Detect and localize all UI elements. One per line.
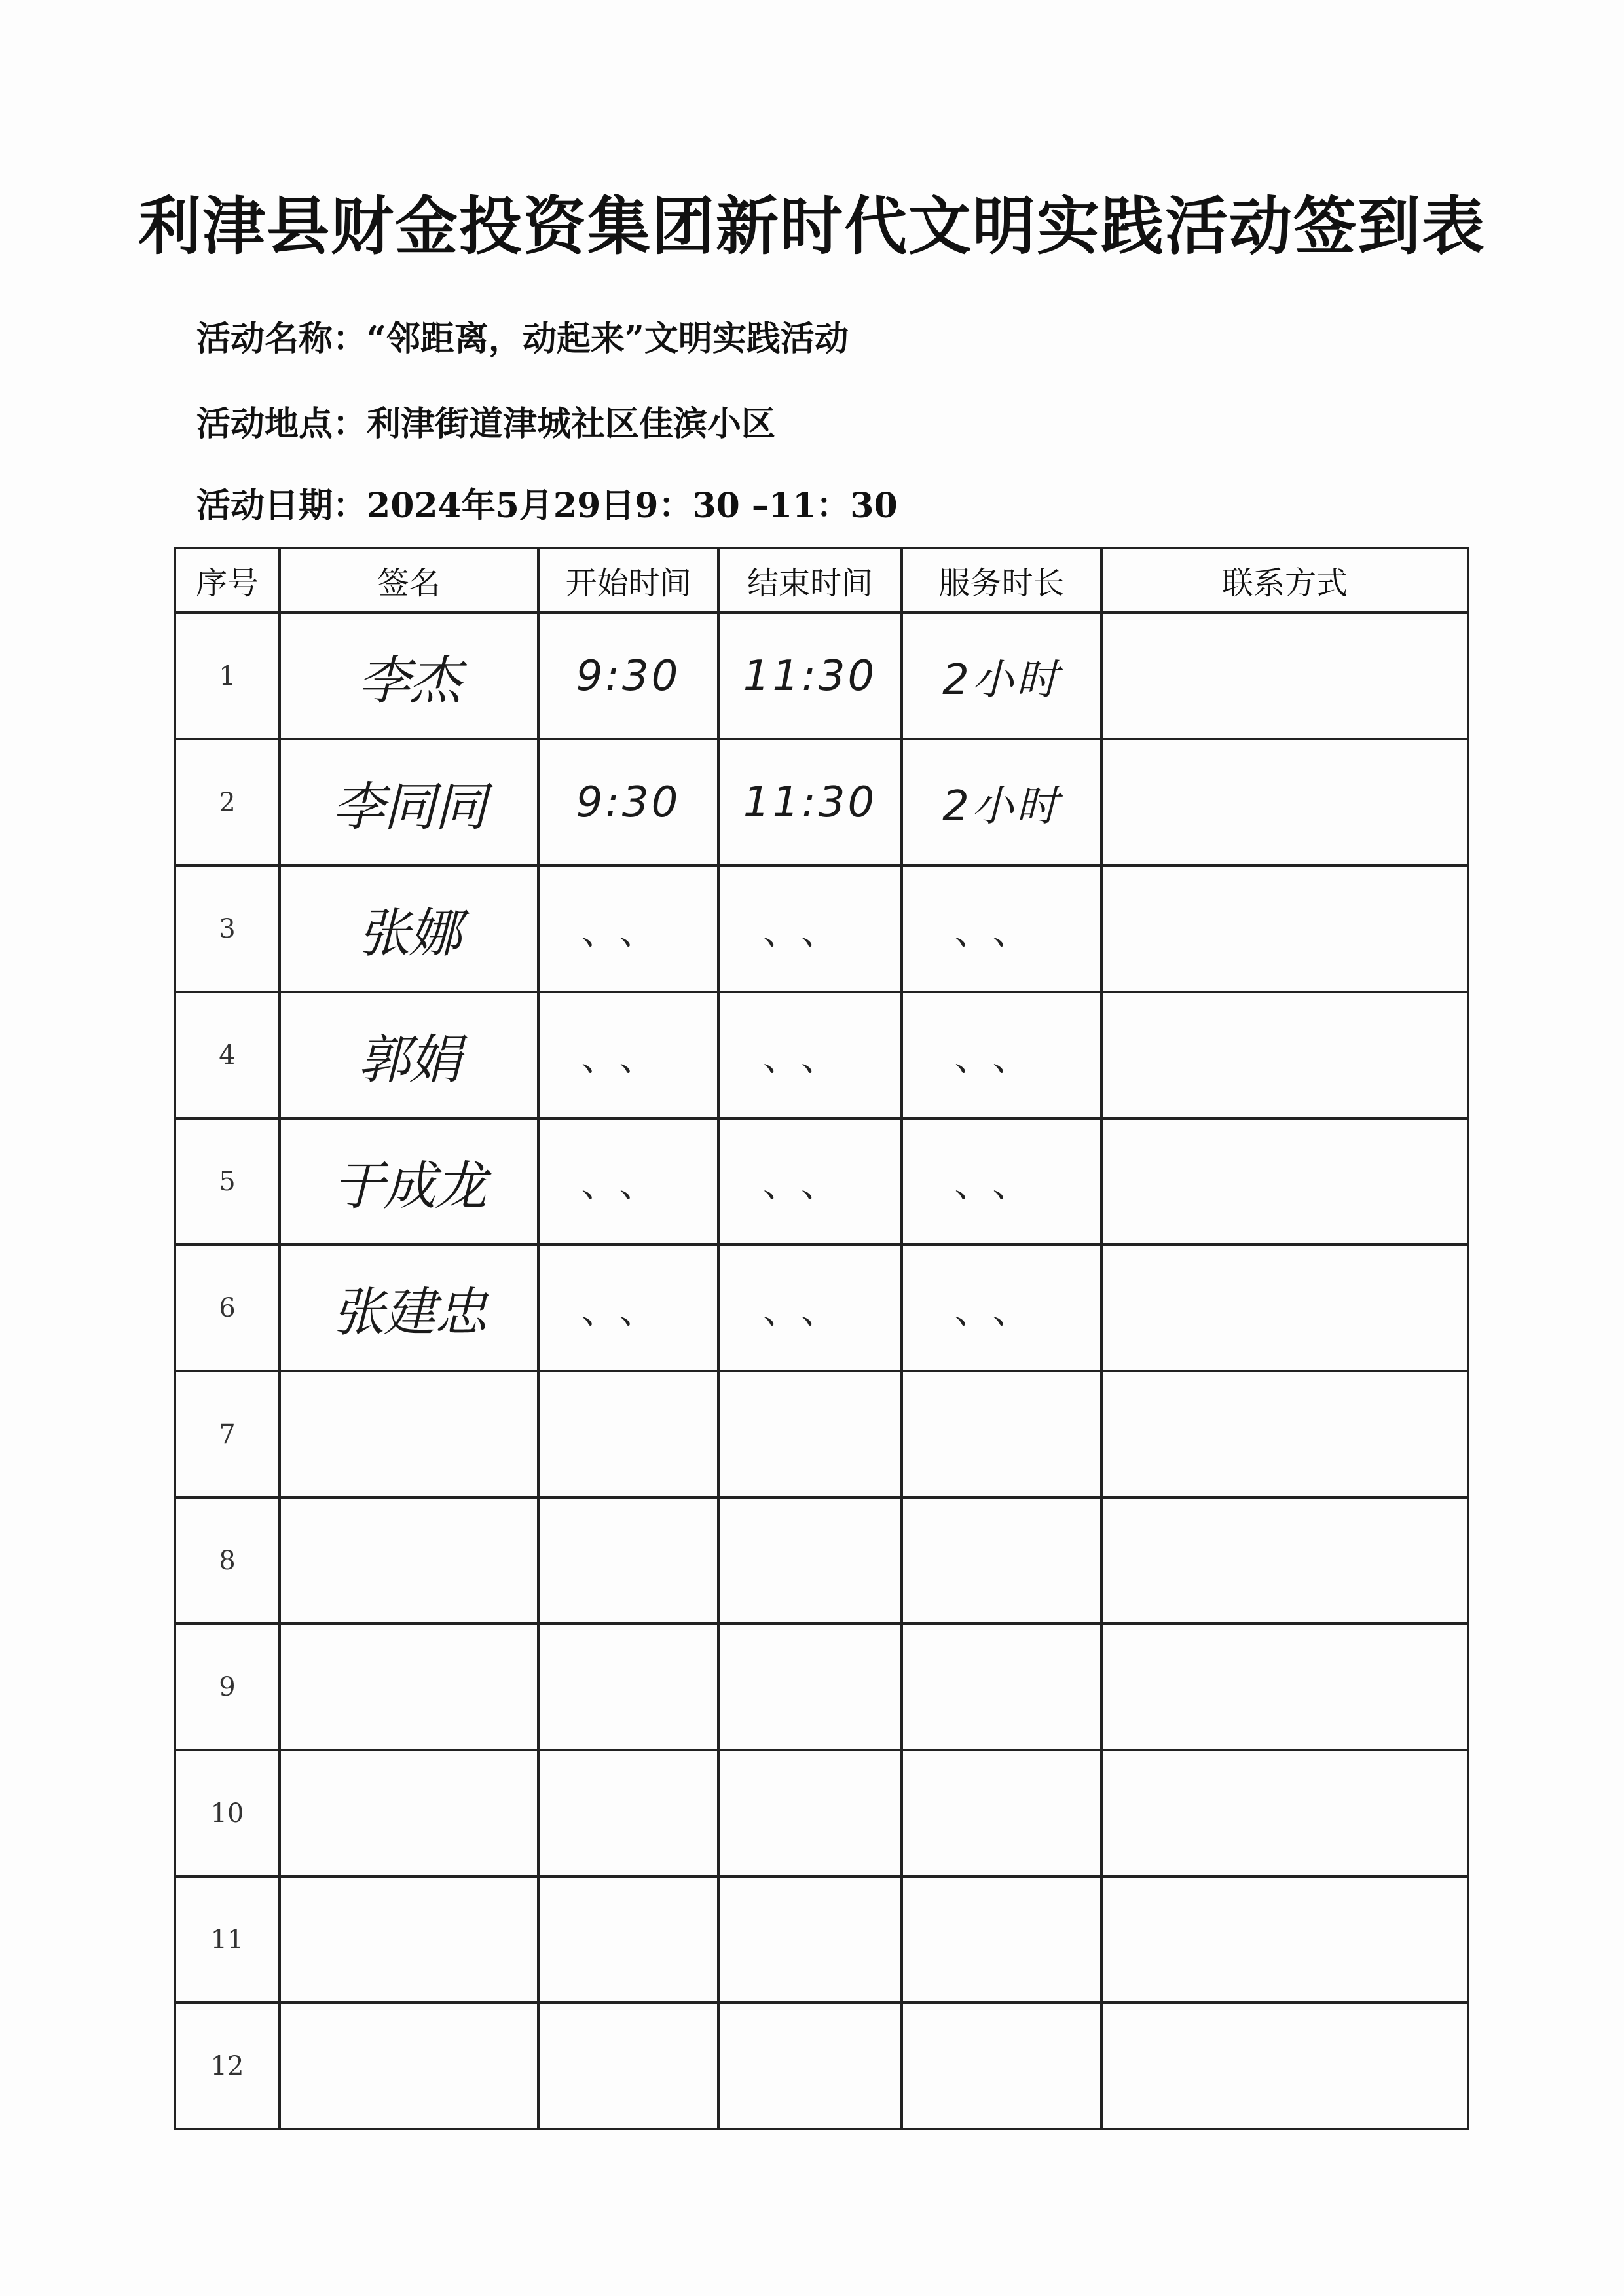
row-duration-cell <box>902 613 1101 739</box>
row-signature: 张建忠 <box>332 1282 486 1343</box>
activity-place-value: 利津街道津城社区佳滨小区 <box>367 404 776 444</box>
row-end-time-cell <box>718 1624 902 1750</box>
activity-place-line <box>196 396 775 445</box>
row-duration: 、、 <box>954 1289 1049 1332</box>
row-index-cell: 5 <box>175 1118 280 1245</box>
page-title: 利津县财金投资集团新时代文明实践活动签到表 <box>138 189 1486 263</box>
row-signature: 于成龙 <box>332 1156 486 1216</box>
activity-date-line <box>196 478 898 527</box>
row-start-time-cell <box>538 866 718 992</box>
row-duration: 、、 <box>954 910 1049 953</box>
row-duration-cell <box>902 1245 1101 1371</box>
row-start-time-cell <box>538 1876 718 2003</box>
row-signature: 张娜 <box>358 903 460 964</box>
row-index-cell: 2 <box>175 739 280 866</box>
activity-name-value: “邻距离，动起来”文明实践活动 <box>367 319 849 359</box>
row-contact-cell <box>1101 866 1468 992</box>
row-end-time-cell <box>718 1750 902 1876</box>
row-start-time-cell <box>538 1118 718 1245</box>
row-end-time: 11:30 <box>743 651 877 701</box>
row-duration-cell <box>902 1371 1101 1497</box>
row-start-time: 、、 <box>581 1036 676 1080</box>
table-row <box>175 992 1468 1118</box>
row-signature-cell <box>280 2003 538 2129</box>
row-duration-cell <box>902 1624 1101 1750</box>
row-duration-cell <box>902 1497 1101 1624</box>
row-signature-cell <box>280 739 538 866</box>
table-row <box>175 866 1468 992</box>
row-end-time-cell <box>718 613 902 739</box>
table-row <box>175 739 1468 866</box>
row-signature-cell <box>280 866 538 992</box>
table-row <box>175 1624 1468 1750</box>
row-end-time: 、、 <box>763 1289 857 1332</box>
row-end-time: 、、 <box>763 1163 857 1206</box>
row-duration-cell <box>902 1118 1101 1245</box>
row-contact-cell <box>1101 739 1468 866</box>
activity-date-value: 2024年5月29日9：30 –11：30 <box>367 486 898 526</box>
table-row <box>175 1497 1468 1624</box>
row-contact-cell <box>1101 1245 1468 1371</box>
row-end-time: 11:30 <box>743 778 877 827</box>
row-duration: 、、 <box>954 1036 1049 1080</box>
row-contact-cell <box>1101 1497 1468 1624</box>
row-start-time-cell <box>538 739 718 866</box>
row-duration: 2小时 <box>942 655 1061 704</box>
row-start-time-cell <box>538 1624 718 1750</box>
row-index-cell: 4 <box>175 992 280 1118</box>
row-duration-cell <box>902 739 1101 866</box>
row-start-time-cell <box>538 1371 718 1497</box>
table-row <box>175 1118 1468 1245</box>
row-signature-cell <box>280 1245 538 1371</box>
row-signature-cell <box>280 1750 538 1876</box>
row-contact-cell <box>1101 613 1468 739</box>
row-start-time-cell <box>538 1245 718 1371</box>
row-start-time: 、、 <box>581 1289 676 1332</box>
table-row <box>175 1245 1468 1371</box>
row-index-cell: 8 <box>175 1497 280 1624</box>
row-start-time-cell <box>538 1750 718 1876</box>
header-signature: 签名 <box>280 548 538 613</box>
header-contact: 联系方式 <box>1101 548 1468 613</box>
row-contact-cell <box>1101 1118 1468 1245</box>
row-start-time-cell <box>538 992 718 1118</box>
row-duration: 、、 <box>954 1163 1049 1206</box>
row-signature-cell <box>280 992 538 1118</box>
table-body <box>175 613 1468 2129</box>
row-duration-cell <box>902 2003 1101 2129</box>
row-end-time: 、、 <box>763 910 857 953</box>
row-contact-cell <box>1101 992 1468 1118</box>
row-signature-cell <box>280 1497 538 1624</box>
row-index-cell: 7 <box>175 1371 280 1497</box>
row-index-cell: 6 <box>175 1245 280 1371</box>
row-end-time-cell <box>718 1876 902 2003</box>
row-index-cell: 10 <box>175 1750 280 1876</box>
row-end-time: 、、 <box>763 1036 857 1080</box>
activity-name-line <box>196 311 849 360</box>
row-signature: 郭娟 <box>358 1029 460 1090</box>
table-row <box>175 613 1468 739</box>
row-signature: 李杰 <box>358 650 460 711</box>
table-row <box>175 1750 1468 1876</box>
row-duration-cell <box>902 866 1101 992</box>
row-end-time-cell <box>718 2003 902 2129</box>
row-signature-cell <box>280 1876 538 2003</box>
row-index-cell: 9 <box>175 1624 280 1750</box>
table-row <box>175 1371 1468 1497</box>
activity-name-label: 活动名称： <box>196 319 367 359</box>
row-contact-cell <box>1101 1876 1468 2003</box>
row-signature: 李同同 <box>332 776 486 837</box>
row-signature-cell <box>280 1371 538 1497</box>
activity-place-label: 活动地点： <box>196 404 367 444</box>
table-header-row <box>175 548 1468 613</box>
row-end-time-cell <box>718 1497 902 1624</box>
header-start-time: 开始时间 <box>538 548 718 613</box>
row-end-time-cell <box>718 866 902 992</box>
row-start-time: 、、 <box>581 910 676 953</box>
row-start-time-cell <box>538 613 718 739</box>
row-index-cell: 11 <box>175 1876 280 2003</box>
row-signature-cell <box>280 1118 538 1245</box>
row-duration-cell <box>902 1750 1101 1876</box>
row-contact-cell <box>1101 1624 1468 1750</box>
row-contact-cell <box>1101 1750 1468 1876</box>
row-signature-cell <box>280 613 538 739</box>
row-contact-cell <box>1101 1371 1468 1497</box>
row-contact-cell <box>1101 2003 1468 2129</box>
row-end-time-cell <box>718 1118 902 1245</box>
row-start-time: 、、 <box>581 1163 676 1206</box>
row-end-time-cell <box>718 992 902 1118</box>
row-start-time: 9:30 <box>576 778 681 827</box>
row-duration-cell <box>902 992 1101 1118</box>
row-end-time-cell <box>718 1371 902 1497</box>
row-end-time-cell <box>718 739 902 866</box>
row-duration: 2小时 <box>942 782 1061 831</box>
sign-in-table <box>174 547 1469 2130</box>
activity-date-label: 活动日期： <box>196 486 367 526</box>
header-index: 序号 <box>175 548 280 613</box>
row-index-cell: 12 <box>175 2003 280 2129</box>
row-end-time-cell <box>718 1245 902 1371</box>
table-row <box>175 1876 1468 2003</box>
row-start-time-cell <box>538 1497 718 1624</box>
row-signature-cell <box>280 1624 538 1750</box>
row-index-cell: 3 <box>175 866 280 992</box>
row-duration-cell <box>902 1876 1101 2003</box>
row-start-time-cell <box>538 2003 718 2129</box>
header-end-time: 结束时间 <box>718 548 902 613</box>
row-start-time: 9:30 <box>576 651 681 701</box>
table-row <box>175 2003 1468 2129</box>
header-duration: 服务时长 <box>902 548 1101 613</box>
row-index-cell: 1 <box>175 613 280 739</box>
